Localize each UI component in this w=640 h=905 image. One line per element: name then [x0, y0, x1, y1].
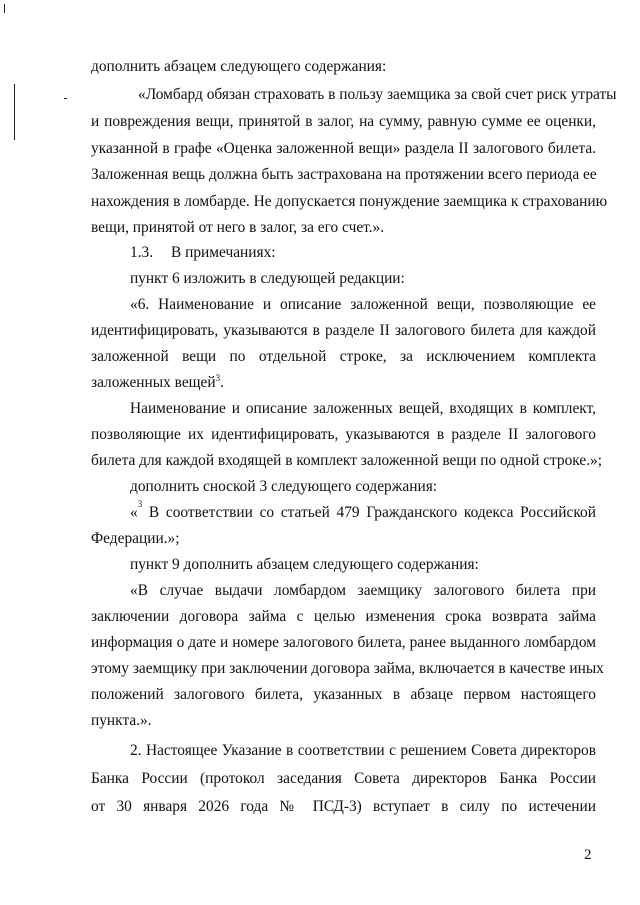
text-line: идентифицировать, указываются в разделе II залогового билета для каждой: [91, 322, 596, 339]
text-line: «В случае выдачи ломбардом заемщику залогового билета при: [130, 582, 596, 599]
text-line: «6. Наименование и описание заложенной вещи, позволяющие ее: [130, 296, 596, 313]
text-line: дополнить сноской 3 следующего содержания:: [130, 478, 438, 495]
text-line: [91, 374, 224, 392]
scan-mark-margin: [14, 84, 15, 140]
text-line: вещи, принятой от него в залог, за его счет.».: [91, 219, 385, 236]
scan-mark-top: [4, 4, 5, 13]
text-line: положений залогового билета, указанных в абзаце первом настоящего: [91, 686, 596, 703]
footnote-ref: 3: [215, 372, 221, 383]
section-heading: В примечаниях:: [171, 244, 276, 261]
text-line: Банка России (протокол заседания Совета директоров Банка России: [91, 770, 596, 787]
text-line: дополнить абзацем следующего содержания:: [91, 58, 387, 75]
section-number: 1.3.: [130, 244, 154, 261]
footnote-ref: 3: [137, 499, 143, 509]
text-line: [130, 499, 596, 522]
text-line: заключении договора займа с целью изменения срока возврата займа: [91, 608, 596, 625]
text-line: пункт 9 дополнить абзацем следующего содержания:: [130, 556, 479, 573]
text-line: от 30 января 2026 года № ПСД-3) вступает в силу по истечении: [91, 798, 596, 815]
scan-mark-dot: [64, 98, 67, 99]
text-fragment: .: [220, 374, 224, 391]
text-fragment: «: [130, 504, 138, 521]
text-line: пункта.».: [91, 712, 152, 729]
text-line: и повреждения вещи, принятой в залог, на сумму, равную сумме ее оценки,: [91, 113, 596, 130]
page-number: 2: [584, 847, 592, 863]
text-line: информация о дате и номере залогового билета, ранее выданного ломбардом: [91, 634, 596, 651]
text-line: заложенной вещи по отдельной строке, за исключением комплекта: [91, 348, 596, 365]
text-line: Федерации.»;: [91, 530, 180, 547]
text-line: позволяющие их идентифицировать, указываются в разделе II залогового: [91, 426, 596, 443]
text-line: билета для каждой входящей в комплект заложенной вещи по одной строке.»;: [91, 452, 603, 469]
text-line: «Ломбард обязан страховать в пользу заемщика за свой счет риск утраты: [138, 86, 617, 103]
text-fragment: В соответствии со статьей 479 Гражданского кодекса Российской: [142, 504, 596, 521]
text-line: этому заемщику при заключении договора займа, включается в качестве иных: [91, 660, 604, 677]
text-line: Заложенная вещь должна быть застрахована на протяжении всего периода ее: [91, 166, 597, 183]
text-line: нахождения в ломбарде. Не допускается понуждение заемщика к страхованию: [91, 193, 608, 210]
text-line: указанной в графе «Оценка заложенной вещи» раздела II залогового билета.: [91, 140, 596, 157]
text-line: пункт 6 изложить в следующей редакции:: [130, 270, 405, 287]
text-line: Наименование и описание заложенных вещей, входящих в комплект,: [130, 400, 596, 417]
text-line: 2. Настоящее Указание в соответствии с решением Совета директоров: [130, 742, 596, 759]
text-fragment: заложенных вещей: [91, 374, 216, 391]
